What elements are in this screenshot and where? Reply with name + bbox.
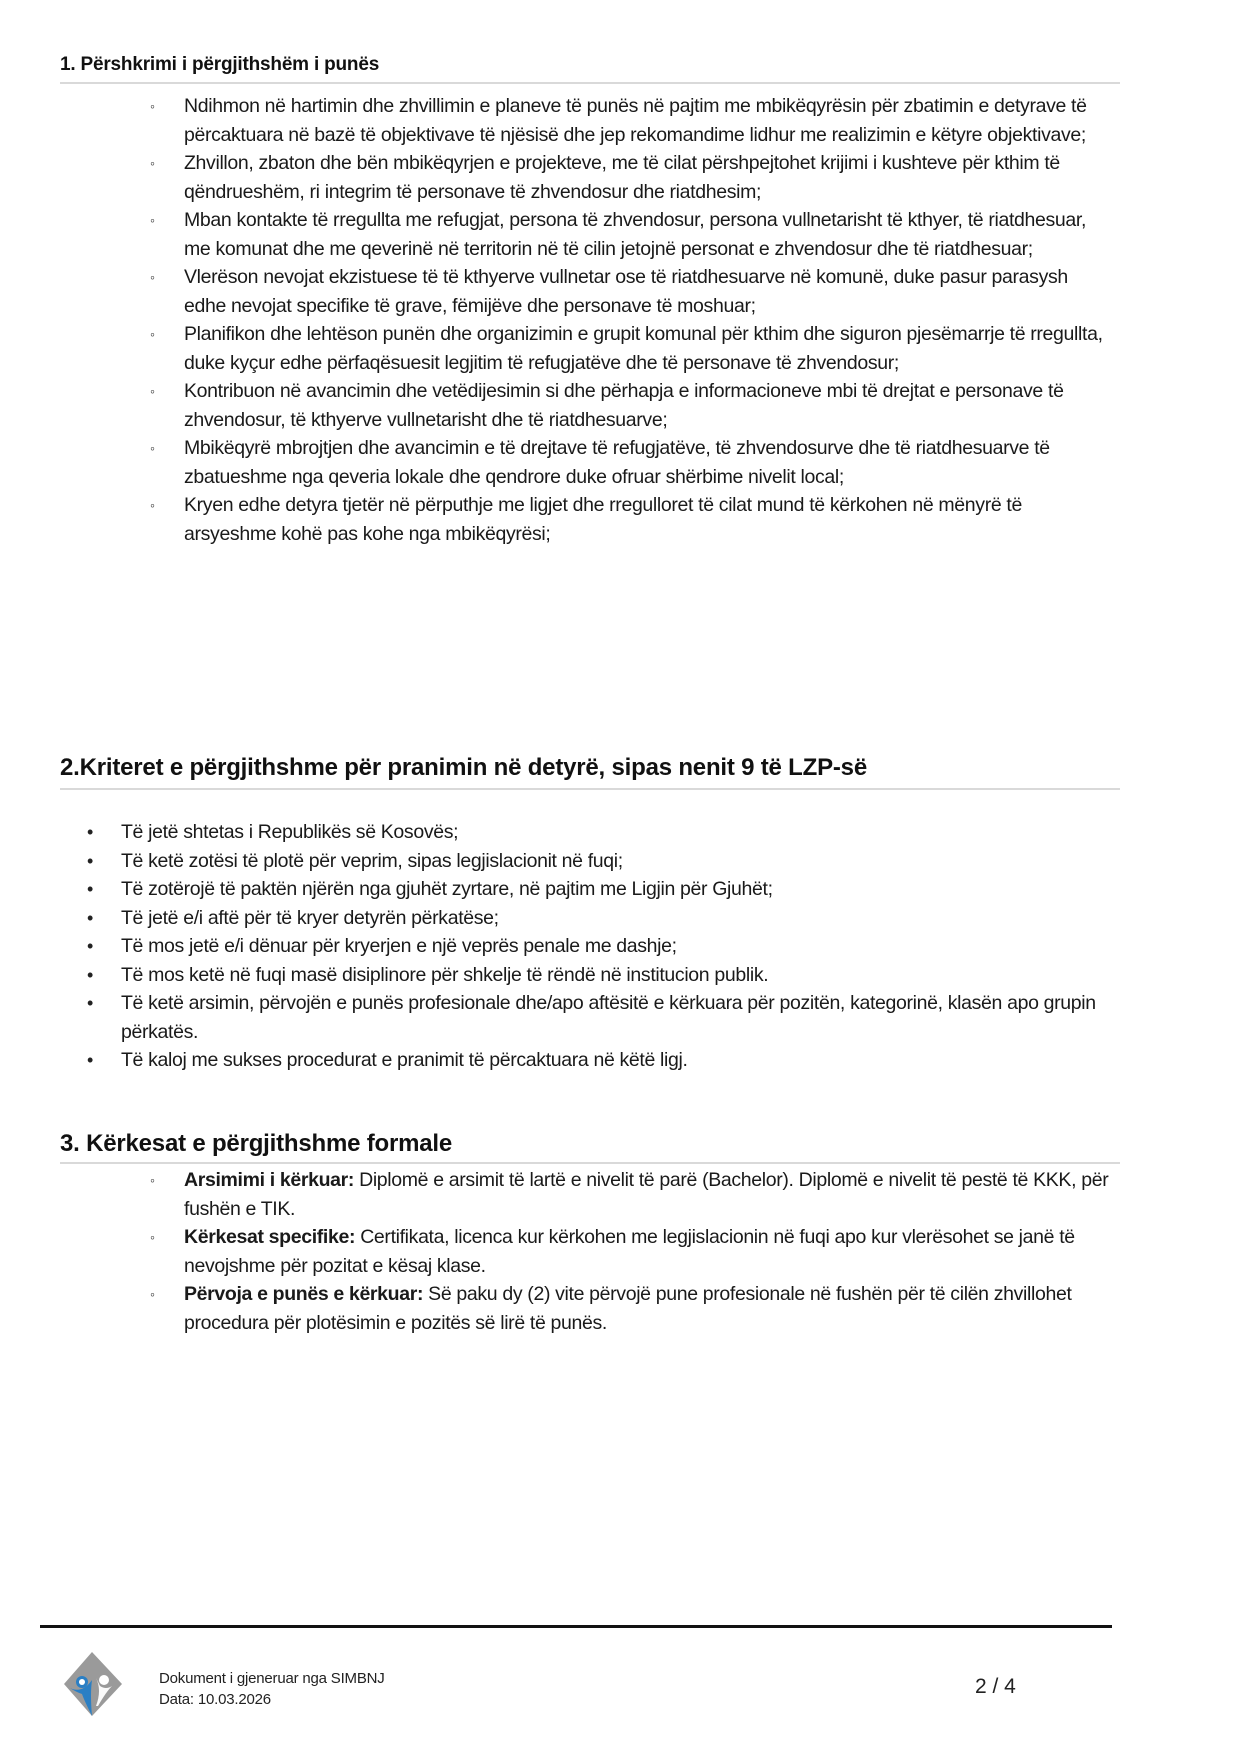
requirement-label: Arsimimi i kërkuar: bbox=[184, 1169, 355, 1191]
circle-bullet-icon: ◦ bbox=[150, 212, 155, 228]
list-item bbox=[150, 1166, 1114, 1223]
list-item: ◦ Vlerëson nevojat ekzistuese të të kthyerve vullnetar ose të riatdhesuarve në komunë, duke pasur parasysh edhe nevojat specifike të grave, fëmijëve dhe personave të moshuar; bbox=[184, 263, 1114, 320]
list-item: • Të ketë zotësi të plotë për veprim, sipas legjislacionit në fuqi; bbox=[121, 847, 1121, 876]
circle-bullet-icon: ◦ bbox=[150, 497, 155, 513]
list-item bbox=[150, 1223, 1114, 1280]
requirement-label: Përvoja e punës e kërkuar: bbox=[184, 1283, 424, 1305]
circle-bullet-icon: ◦ bbox=[150, 383, 155, 399]
circle-bullet-icon: ◦ bbox=[150, 269, 155, 285]
list-item: • Të kaloj me sukses procedurat e pranimit të përcaktuara në këtë ligj. bbox=[121, 1046, 1121, 1075]
document-date: Data: 10.03.2026 bbox=[159, 1691, 271, 1708]
job-description-list bbox=[150, 92, 1114, 548]
requirement-label: Kërkesat specifike: bbox=[184, 1226, 356, 1248]
list-item: ◦ Kryen edhe detyra tjetër në përputhje me ligjet dhe rregulloret të cilat mund të kërkohen në mënyrë të arsyeshme kohë pas kohe nga mbikëqyrësi; bbox=[184, 491, 1114, 548]
page-counter: 2 / 4 bbox=[975, 1675, 1016, 1698]
list-item: ◦ Ndihmon në hartimin dhe zhvillimin e planeve të punës në pajtim me mbikëqyrësin për zbatimin e detyrave të përcaktuara në bazë të objektivave të njësisë dhe jep rekomandime lidhur me realizimin e këtyre objektivave; bbox=[184, 92, 1114, 149]
circle-bullet-icon: ◦ bbox=[150, 1172, 155, 1188]
footer-info bbox=[159, 1668, 385, 1710]
list-item: ◦ Mbikëqyrë mbrojtjen dhe avancimin e të drejtave të refugjatëve, të zhvendosurve dhe të riatdhesuarve të zbatueshme nga qeveria lokale dhe qendrore duke ofruar shërbime nivelit local; bbox=[184, 434, 1114, 491]
dot-bullet-icon: • bbox=[87, 879, 93, 899]
list-item: • Të jetë e/i aftë për të kryer detyrën përkatëse; bbox=[121, 904, 1121, 933]
dot-bullet-icon: • bbox=[87, 936, 93, 956]
dot-bullet-icon: • bbox=[87, 993, 93, 1013]
list-item: • Të mos ketë në fuqi masë disiplinore për shkelje të rëndë në institucion publik. bbox=[121, 961, 1121, 990]
list-item: • Të mos jetë e/i dënuar për kryerjen e një veprës penale me dashje; bbox=[121, 932, 1121, 961]
section-heading-formal-requirements: 3. Kërkesat e përgjithshme formale bbox=[60, 1130, 1120, 1164]
list-item: • Të jetë shtetas i Republikës së Kosovës; bbox=[121, 818, 1121, 847]
list-item: ◦ Zhvillon, zbaton dhe bën mbikëqyrjen e projekteve, me të cilat përshpejtohet krijimi i kushteve për kthim të qëndrueshëm, ri integrim të personave të zhvendosur dhe riatdhesim; bbox=[184, 149, 1114, 206]
list-item bbox=[150, 1280, 1114, 1337]
general-criteria-list bbox=[87, 818, 1121, 1075]
list-item: • Të zotërojë të paktën njërën nga gjuhët zyrtare, në pajtim me Ligjin për Gjuhët; bbox=[121, 875, 1121, 904]
circle-bullet-icon: ◦ bbox=[150, 1286, 155, 1302]
dot-bullet-icon: • bbox=[87, 1050, 93, 1070]
requirement-text: Certifikata, licenca kur kërkohen me legjislacionin në fuqi apo kur vlerësohet se janë të nevojshme për pozitat e kësaj klase. bbox=[184, 1226, 1075, 1277]
list-item: ◦ Planifikon dhe lehtëson punën dhe organizimin e grupit komunal për kthim dhe siguron pjesëmarrje të rregullta, duke kyçur edhe përfaqësuesit legjitim të refugjatëve dhe të personave të zhvendosur; bbox=[184, 320, 1114, 377]
dot-bullet-icon: • bbox=[87, 907, 93, 928]
circle-bullet-icon: ◦ bbox=[150, 1229, 155, 1245]
requirement-text: Së paku dy (2) vite përvojë pune profesionale në fushën për të cilën zhvillohet procedura për plotësimin e pozitës së lirë të punës. bbox=[184, 1283, 1072, 1334]
list-item: • Të ketë arsimin, përvojën e punës profesionale dhe/apo aftësitë e kërkuara për pozitën, kategorinë, klasën apo grupin përkatës. bbox=[121, 989, 1121, 1046]
list-item: ◦ Kontribuon në avancimin dhe vetëdijesimin si dhe përhapja e informacioneve mbi të drejtat e personave të zhvendosur, të kthyerve vullnetarisht dhe të riatdhesuarve; bbox=[184, 377, 1114, 434]
circle-bullet-icon: ◦ bbox=[150, 155, 155, 171]
dot-bullet-icon: • bbox=[87, 822, 93, 842]
generated-by-text: Dokument i gjeneruar nga SIMBNJ bbox=[159, 1670, 385, 1687]
circle-bullet-icon: ◦ bbox=[150, 98, 155, 114]
simbnj-logo-icon bbox=[62, 1650, 126, 1718]
circle-bullet-icon: ◦ bbox=[150, 440, 155, 456]
list-item: ◦ Mban kontakte të rregullta me refugjat, persona të zhvendosur, persona vullnetarisht të kthyer, të riatdhesuar, me komunat dhe me qeverinë në territorin në të cilin jetojnë personat e zhvendosur dhe të riatdhesuar; bbox=[184, 206, 1114, 263]
circle-bullet-icon: ◦ bbox=[150, 326, 155, 342]
dot-bullet-icon: • bbox=[87, 850, 93, 871]
section-heading-general-criteria: 2.Kriteret e përgjithshme për pranimin në detyrë, sipas nenit 9 të LZP-së bbox=[60, 754, 1120, 790]
section-heading-job-description: 1. Përshkrimi i përgjithshëm i punës bbox=[60, 54, 1120, 84]
formal-requirements-list bbox=[150, 1166, 1114, 1337]
footer-divider bbox=[40, 1625, 1112, 1628]
dot-bullet-icon: • bbox=[87, 964, 93, 985]
requirement-text: Diplomë e arsimit të lartë e nivelit të parë (Bachelor). Diplomë e nivelit të pestë të KKK, për fushën e TIK. bbox=[184, 1169, 1109, 1220]
